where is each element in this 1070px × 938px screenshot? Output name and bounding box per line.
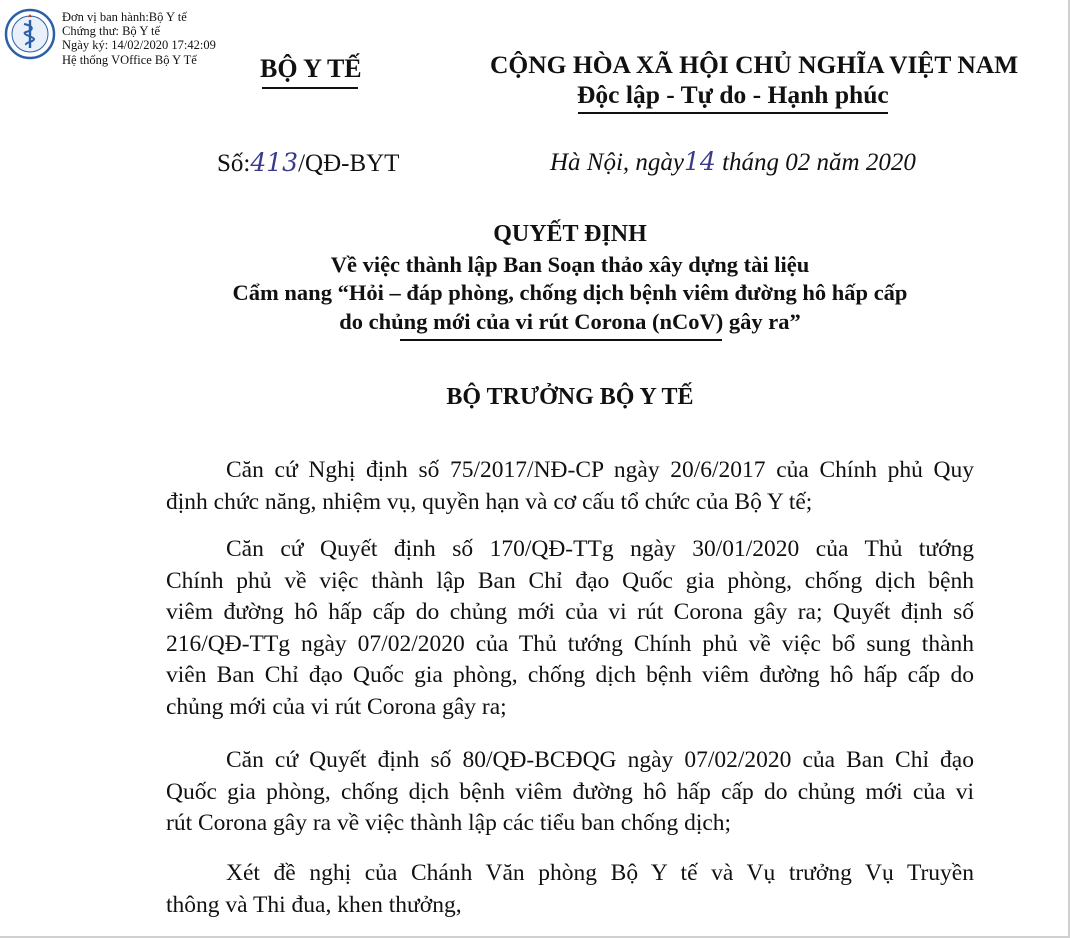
- body-paragraph: [166, 858, 974, 921]
- motto-underline: [578, 112, 888, 114]
- ministry-of-health-logo-icon: [4, 8, 56, 60]
- place-date-prefix: Hà Nội, ngày: [550, 149, 685, 176]
- paragraph-line: Căn cứ Quyết định số 80/QĐ-BCĐQG ngày 07/02/2020 của Ban Chỉ đạo: [226, 747, 974, 773]
- day-handwritten: 14: [684, 147, 716, 176]
- paragraph-line: viêm đường hô hấp cấp do chủng mới của vi rút Corona gây ra; Quyết định số: [166, 599, 974, 625]
- paragraph-line: Quốc gia phòng, chống dịch bệnh viêm đường hô hấp cấp do chủng mới của vi: [166, 778, 974, 805]
- document-number: [217, 148, 399, 178]
- paragraph-line: chủng mới của vi rút Corona gây ra;: [166, 693, 507, 720]
- paragraph-line: 216/QĐ-TTg ngày 07/02/2020 của Thủ tướng Chính phủ về việc bổ sung thành: [166, 630, 974, 657]
- organization-underline: [262, 87, 358, 89]
- paragraph-line: Chính phủ về việc thành lập Ban Chỉ đạo Quốc gia phòng, chống dịch bệnh: [166, 567, 974, 594]
- paragraph-line: định chức năng, nhiệm vụ, quyền hạn và cơ cấu tổ chức của Bộ Y tế;: [166, 488, 813, 515]
- signature-date: Ngày ký: 14/02/2020 17:42:09: [62, 38, 216, 53]
- paragraph-line: Căn cứ Nghị định số 75/2017/NĐ-CP ngày 20/6/2017 của Chính phủ Quy: [226, 457, 974, 483]
- decision-subtitle-line-2: Cẩm nang “Hỏi – đáp phòng, chống dịch bệnh viêm đường hô hấp cấp: [232, 280, 908, 305]
- paragraph-line: Xét đề nghị của Chánh Văn phòng Bộ Y tế và Vụ trưởng Vụ Truyền: [226, 860, 974, 886]
- paragraph-line: rút Corona gây ra về việc thành lập các tiểu ban chống dịch;: [166, 810, 732, 836]
- paragraph-line: Căn cứ Quyết định số 170/QĐ-TTg ngày 30/01/2020 của Thủ tướng: [226, 536, 974, 562]
- place-and-date: [550, 147, 916, 177]
- body-paragraph: [166, 455, 974, 518]
- doc-number-prefix: Số:: [217, 150, 251, 177]
- doc-number-suffix: /QĐ-BYT: [298, 150, 400, 177]
- decision-title: QUYẾT ĐỊNH: [493, 221, 647, 247]
- signature-system: Hệ thống VOffice Bộ Y Tế: [62, 52, 197, 67]
- place-date-suffix: tháng 02 năm 2020: [722, 149, 916, 176]
- decision-subtitle-line-1: Về việc thành lập Ban Soạn thảo xây dựng tài liệu: [330, 252, 810, 277]
- decision-subtitle-line-3: do chủng mới của vi rút Corona (nCoV) gây ra”: [339, 309, 801, 334]
- paragraph-line: thông và Thi đua, khen thưởng,: [166, 891, 462, 918]
- national-motto: Độc lập - Tự do - Hạnh phúc: [577, 80, 889, 109]
- body-paragraph: [166, 534, 974, 723]
- body-paragraph: [166, 745, 974, 840]
- subtitle-underline: [400, 339, 722, 341]
- signing-authority: BỘ TRƯỞNG BỘ Y TẾ: [446, 384, 694, 410]
- signature-certificate: Chứng thư: Bộ Y tế: [62, 24, 161, 39]
- signature-issuer: Đơn vị ban hành:Bộ Y tế: [62, 10, 187, 24]
- national-title: CỘNG HÒA XÃ HỘI CHỦ NGHĨA VIỆT NAM: [490, 50, 1019, 79]
- issuing-organization: BỘ Y TẾ: [260, 54, 362, 83]
- digital-signature-info: [62, 10, 216, 67]
- paragraph-line: viên Ban Chỉ đạo Quốc gia phòng, chống dịch bệnh viêm đường hô hấp cấp do: [166, 662, 974, 688]
- doc-number-handwritten: 413: [250, 148, 299, 177]
